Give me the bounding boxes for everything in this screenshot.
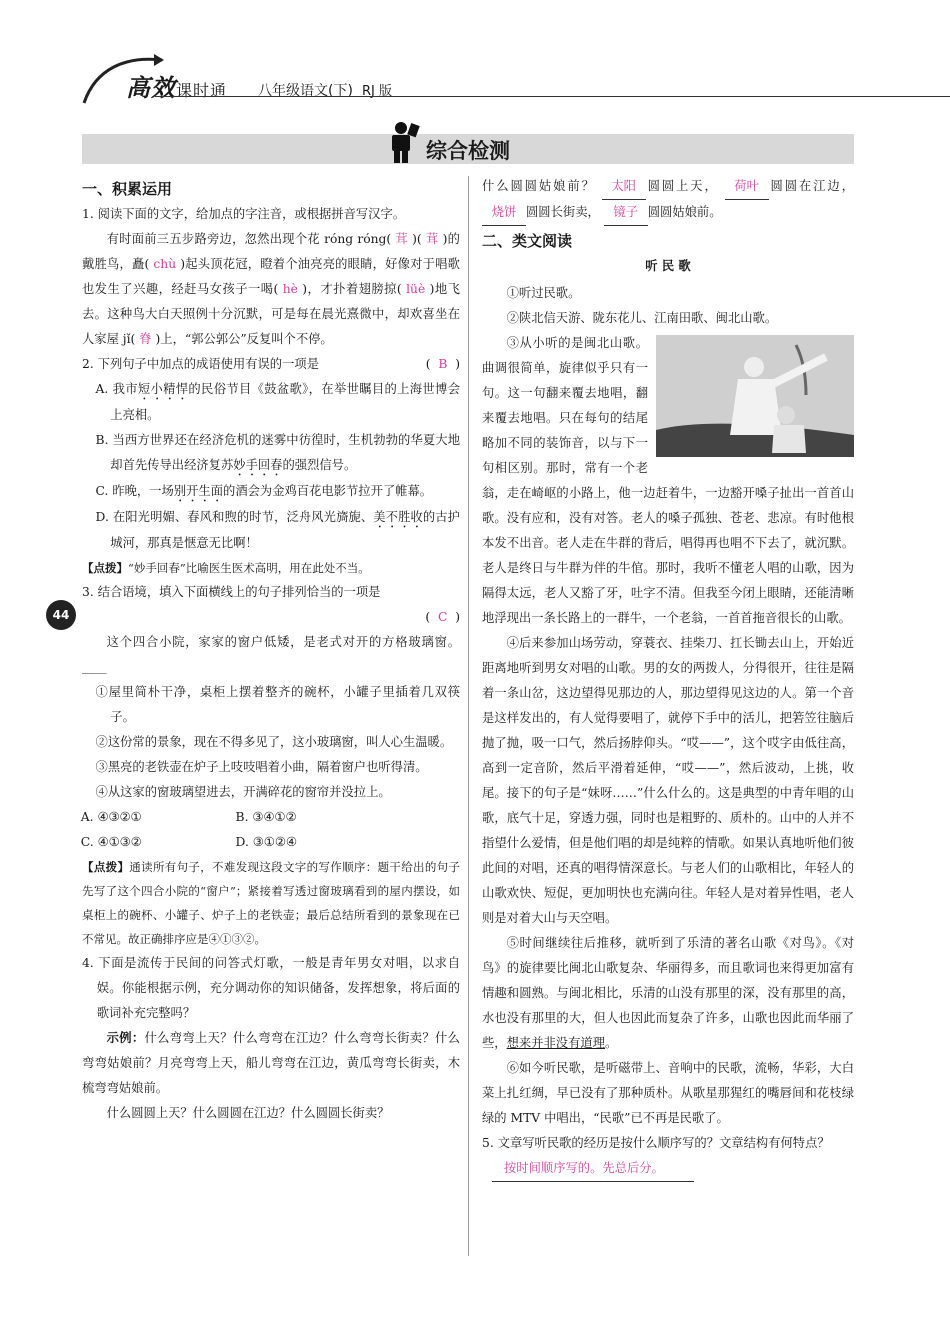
q4-line: 什么圆圆上天？什么圆圆在江边？什么圆圆长街卖？ [106, 1106, 390, 1120]
page-number: 44 [46, 600, 76, 630]
q3-stem: 3. 结合语境，填入下面横线上的句子排列恰当的一项是 [82, 585, 381, 599]
q3-options-cd: C. ④①③② D. ③①②④ [80, 835, 297, 849]
article-p2: ②陕北信天游、陇东花儿、江南田歌、闽北山歌。 [506, 311, 778, 325]
q1-passage: 有时面前三五步路旁边，忽然出现个花 róng róng( 茸 )( 茸 )的戴胜鸟，矗( chù )起头顶花冠，瞪着个油亮亮的眼睛，好像对于唱歌也发生了兴趣，经赶马女孩子一喝( hè )，才扑着翅膀掠( lüè )地飞去。这种鸟大白天照例十分沉默，可是每在晨光熹微中，却欢喜坐在人家屋 jǐ( 脊 )上，“郭公郭公”反复叫个不停。 [82, 232, 460, 346]
article-p3: ③从小听的是闽北山歌。曲调很简单，旋律似乎只有一句。这一句翻来覆去地唱，翻来覆去地唱。只在每句的结尾略加不同的装饰音，以与下一句相区别。那时，常有一个老翁，走在崎岖的小路上，他一边赶着牛，一边豁开嗓子扯出一首首山歌。没有应和，没有对答。老人的嗓子孤独、苍老、悲凉。有时他根本发不出音。老人走在牛群的背后，唱得再也唱不下去了，就沉默。老人是终日与牛群为伴的牛倌。那时，我听不懂老人唱的山歌，因为隔得太远，老人又豁了牙，吐字不清。但我至今闭上眼睛，还能清晰地浮现出一条长路上的一群牛，一个老翁，一首首拖音很长的山歌。 [482, 336, 854, 625]
q5-answer-row [482, 1156, 854, 1182]
article-p6: ⑥如今听民歌，是听磁带上、音响中的民歌，流畅，华彩，大白菜上扎红绸，早已没有了那种质朴。从歌星那猩红的嘴唇间和花枝绿绿的 MTV 中唱出，“民歌”已不再是民歌了。 [482, 1061, 854, 1125]
answer-2: 茸 [425, 232, 439, 246]
q4-stem: 4. 下面是流传于民间的问答式灯歌，一般是青年男女对唱，以求自娱。你能根据示例，充分调动你的知识储备，发挥想象，将后面的歌词补充完整吗？ [82, 956, 460, 1020]
q5-stem: 5. 文章写听民歌的经历是按什么顺序写的？文章结构有何特点？ [482, 1136, 830, 1150]
underlined-phrase: 想来并非没有道理 [506, 1036, 605, 1050]
q2-option-c: C. 昨晚，一场别开生面的酒会为金鸡百花电影节拉开了帷幕。 [95, 484, 433, 498]
q2-option-b: B. 当西方世界还在经济危机的迷雾中彷徨时，生机勃勃的华夏大地却首先传导出经济复苏妙手回春的强烈信号。 [95, 433, 460, 472]
section-heading-2: 二、类文阅读 [482, 232, 573, 250]
q2-option-d: D. 在阳光明媚、春风和煦的时节，泛舟风光旖旎、美不胜收的古护城河，那真是惬意无比啊！ [95, 510, 460, 550]
answer-3: chù [153, 257, 177, 271]
q4-continuation: 什么圆圆姑娘前？ 太阳 圆圆上天， 荷叶 圆圆在江边， 烧饼 圆圆长街卖， 镜子 圆圆姑娘前。 [482, 174, 854, 226]
q4-example: 示例：什么弯弯上天？什么弯弯在江边？什么弯弯长街卖？什么弯弯姑娘前？月亮弯弯上天，船儿弯弯在江边，黄瓜弯弯长街卖，木梳弯弯姑娘前。 [82, 1031, 460, 1095]
answer-6: 脊 [139, 332, 152, 346]
q3-hint: 【点拨】通读所有句子，不难发现这段文字的写作顺序：题干给出的句子先写了这个四合小院的“窗户”；紧接着写透过窗玻璃看到的屋内摆设，如桌柜上的碗杯、小罐子、炉子上的老铁壶；最后总结所看到的景象现在已不常见。故正确排序应是④①③②。 [82, 860, 461, 946]
q3-answer-row: ( C ) [425, 610, 460, 624]
answer-4: hè [282, 282, 298, 296]
blank-2: 荷叶 [725, 174, 769, 200]
q2-hint: 【点拨】“妙手回春”比喻医生医术高明，用在此处不当。 [82, 561, 370, 575]
q3-options-ab: A. ④③②① B. ③④①② [80, 810, 297, 824]
left-column [82, 178, 460, 1126]
section-title: 综合检测 [426, 139, 510, 163]
article-title: 听 民 歌 [645, 259, 691, 273]
blank-4: 镜子 [604, 200, 648, 226]
q2-stem: 2. 下列句子中加点的成语使用有误的一项是 ( B ) [82, 357, 460, 371]
q3-answer: C [437, 610, 448, 624]
q1-stem: 1. 阅读下面的文字，给加点的字注音，或根据拼音写汉字。 [82, 207, 406, 221]
q2-answer: B [438, 357, 448, 371]
article-p5: ⑤时间继续往后推移，就听到了乐清的著名山歌《对鸟》。《对鸟》的旋律要比闽北山歌复杂、华丽得多，而且歌词也来得更加富有情趣和圆熟。与闽北相比，乐清的山没有那里的深，没有那里的高，水也没有那里的大，但人也因此而复杂了许多，山歌也因此而华丽了些，想来并非没有道理。 [482, 936, 854, 1050]
header-rule [155, 96, 950, 97]
q5-answer: 按时间顺序写的。先总后分。 [492, 1156, 694, 1182]
q3-sentence-4: ④从这家的窗玻璃望进去，开满碎花的窗帘并没拉上。 [95, 785, 391, 799]
column-divider [468, 176, 469, 1256]
singer-photo [656, 335, 854, 457]
q3-context: 这个四合小院，家家的窗户低矮，是老式对开的方格玻璃窗。____ [82, 635, 460, 674]
blank-3: 烧饼 [482, 200, 526, 226]
q2-option-a: A. 我市短小精悍的民俗节目《鼓盆歌》，在举世瞩目的上海世博会上亮相。 [95, 382, 460, 422]
q3-sentence-3: ③黑亮的老铁壶在炉子上吱吱唱着小曲，隔着窗户也听得清。 [95, 760, 428, 774]
answer-1: 茸 [395, 232, 408, 246]
article-p4: ④后来参加山场劳动，穿蓑衣、挂柴刀、扛长锄去山上，开始近距离地听到男女对唱的山歌。男的女的两拨人，分得很开，往往是隔着一条山岔，这边望得见那边的人，那边望得见这边的人。第一个音是这样发出的，有人觉得要唱了，就停下手中的活儿，把箬笠往脑后抛了抛，吸一口气，然后扬脖仰头。“哎——”，这个哎字由低往高，高到一定音阶，然后平滑着延伸，“哎——”，然后波动，上挑，收尾。接下的句子是“妹呀……”什么什么的。这是典型的中青年唱的山歌，底气十足，穿透力强，同时也是粗野的、质朴的。山中的人并不指望什么爱情，但是他们唱的却是纯粹的情歌。如果认真地听他们彼此间的对唱，还真的唱得情深意长。与老人们的山歌相比，年轻人的山歌欢快、短促，更加明快也充满向往。年轻人是对着异性唱，老人则是对着大山与天空唱。 [482, 636, 854, 925]
edition-label: RJ 版 [362, 84, 392, 99]
q3-sentence-2: ②这份常的景象，现在不得多见了，这小玻璃窗，叫人心生温暖。 [95, 735, 453, 749]
brand-logo: 高效课时通 [126, 73, 228, 102]
section-heading-1: 一、积累运用 [82, 180, 173, 198]
grade-label: 八年级语文(下) [258, 83, 353, 99]
q3-sentence-1: ①屋里简朴干净，桌柜上摆着整齐的碗杯，小罐子里插着几双筷子。 [95, 685, 460, 724]
blank-1: 太阳 [602, 174, 646, 200]
article-p1: ①听过民歌。 [506, 286, 581, 300]
student-icon [384, 120, 420, 164]
right-column [482, 174, 854, 1182]
answer-5: lüè [406, 282, 426, 296]
